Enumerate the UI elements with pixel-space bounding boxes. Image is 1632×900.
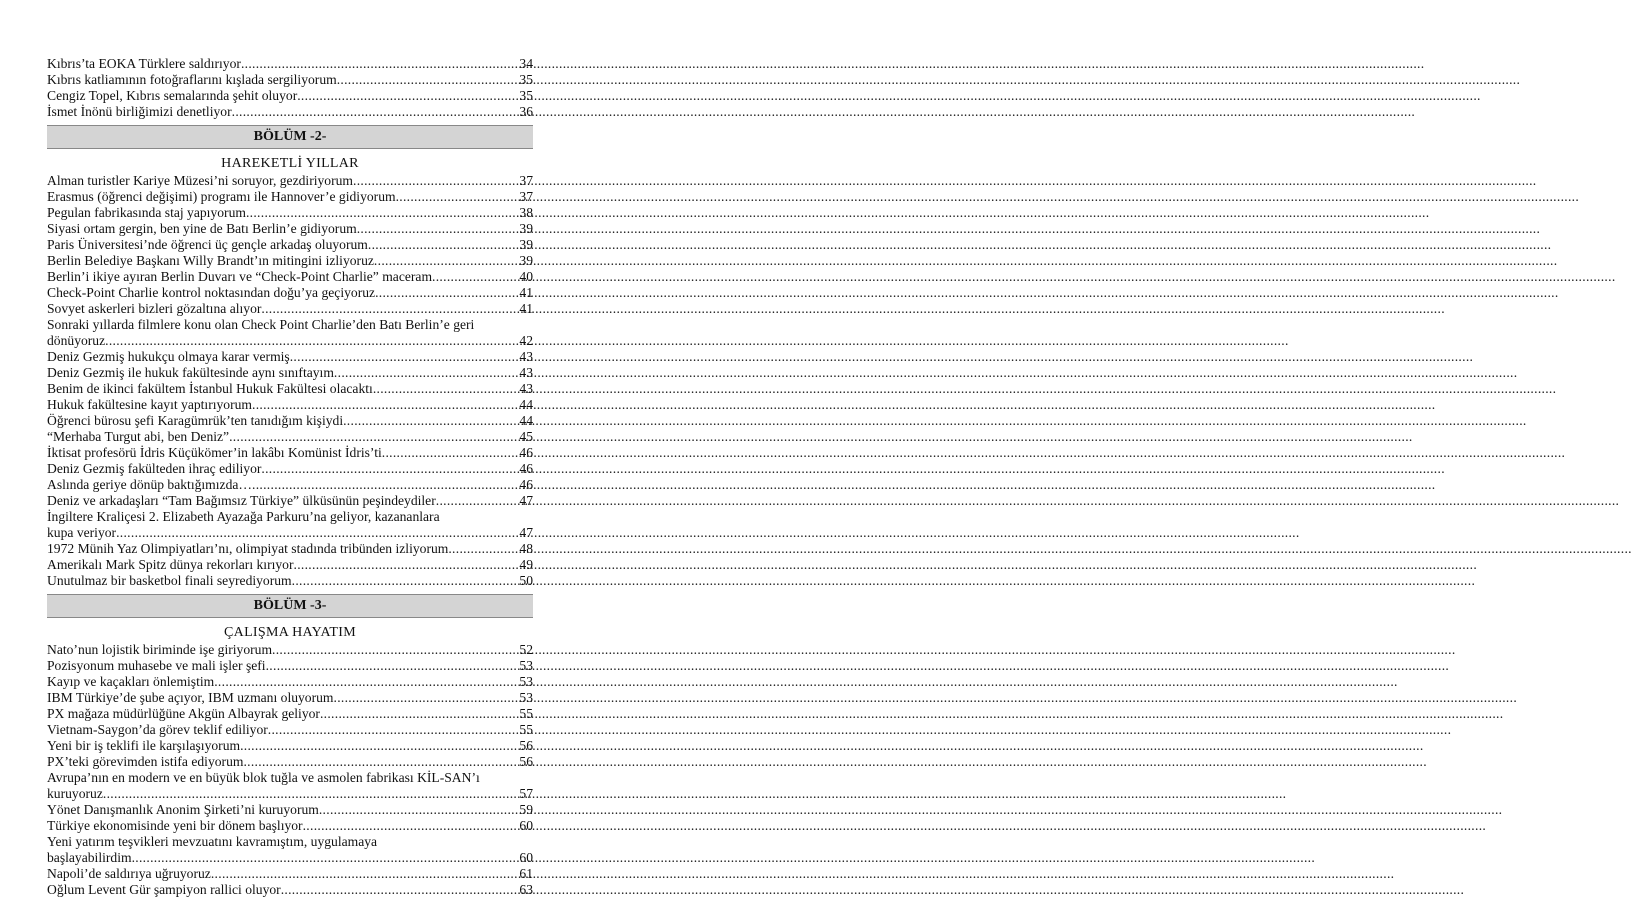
toc-page-number: 44 [519,397,533,412]
toc-entry-title: Vietnam-Saygon’da görev teklif ediliyor [47,722,268,737]
toc-page-number: 39 [519,237,533,252]
leader-dots [229,429,518,445]
toc-entry-title: Amerikalı Mark Spitz dünya rekorları kırıyor [47,557,294,572]
leader-dots [103,786,519,802]
toc-page-number: 61 [519,866,533,881]
toc-entry[interactable] [47,461,533,477]
toc-entry[interactable] [47,221,533,237]
toc-entry-title-line2: dönüyoruz [47,333,106,348]
toc-entry[interactable] [47,397,533,413]
toc-entry-title-line2: başlayabilirdim [47,850,132,865]
toc-page-number: 46 [519,445,533,460]
toc-entry-title: Unutulmaz bir basketbol finali seyrediyorum [47,573,292,588]
toc-entry-title: Deniz ve arkadaşları “Tam Bağımsız Türkiye” ülküsünün peşindeydiler [47,493,436,508]
toc-entry-title: 1972 Münih Yaz Olimpiyatları’nı, olimpiyat stadında tribünden izliyorum [47,541,449,556]
leader-dots [240,738,518,754]
toc-entry-title: Türkiye ekonomisinde yeni bir dönem başlıyor [47,818,303,833]
leader-dots [105,333,518,349]
toc-entry[interactable] [47,56,533,72]
toc-entries-chapter-3-c [47,866,533,898]
toc-entry-title: Pozisyonum muhasebe ve mali işler şefi [47,658,266,673]
toc-entry-wrapped[interactable] [47,770,533,802]
toc-page-number: 43 [519,381,533,396]
toc-entry[interactable] [47,349,533,365]
chapter-2-section-title: HAREKETLİ YILLAR [221,156,359,171]
leader-dots [297,88,518,104]
toc-entry-wrapped[interactable] [47,834,533,866]
leader-dots [396,189,519,205]
toc-entry[interactable] [47,269,533,285]
toc-page-number: 45 [519,429,533,444]
leader-dots [303,818,519,834]
toc-page-number: 53 [519,690,533,705]
leader-dots [375,285,518,301]
toc-entry-title-line2: kuruyoruz [47,786,103,801]
leader-dots [334,365,518,381]
leader-dots [266,658,519,674]
toc-page-number: 59 [519,802,533,817]
toc-entry[interactable] [47,866,533,882]
toc-entry[interactable] [47,205,533,221]
toc-page-number: 47 [519,493,533,508]
toc-page-number: 36 [519,104,533,119]
toc-page-number: 35 [519,88,533,103]
toc-entry-title-line2: kupa veriyor [47,525,117,540]
toc-entry-title: İktisat profesörü İdris Küçükömer’in lakâbı Komünist İdris’ti [47,445,382,460]
toc-page-number: 50 [519,573,533,588]
toc-entry[interactable] [47,541,533,557]
toc-entry[interactable] [47,445,533,461]
leader-dots [368,237,519,253]
toc-page-number: 48 [519,541,533,556]
toc-entries-intro [47,56,533,120]
toc-page-number: 34 [519,56,533,71]
toc-entry-title: Kayıp ve kaçakları önlemiştim [47,674,215,689]
leader-dots [252,397,518,413]
leader-dots [374,253,518,269]
toc-page-number: 57 [519,786,533,801]
toc-entry[interactable] [47,237,533,253]
toc-entry[interactable] [47,706,533,722]
toc-entry[interactable] [47,722,533,738]
toc-page-number: 56 [519,738,533,753]
leader-dots [294,557,519,573]
toc-page-number: 55 [519,706,533,721]
toc-entry[interactable] [47,365,533,381]
toc-entry-title-line1: Sonraki yıllarda filmlere konu olan Check Point Charlie’den Batı Berlin’e geri [47,317,475,332]
toc-page-number: 53 [519,674,533,689]
toc-page-number: 39 [519,253,533,268]
toc-entry[interactable] [47,104,533,120]
toc-entry[interactable] [47,882,533,898]
toc-entry[interactable] [47,173,533,189]
leader-dots [252,477,518,493]
toc-entry-title: Deniz Gezmiş fakülteden ihraç ediliyor [47,461,262,476]
toc-entry[interactable] [47,429,533,445]
leader-dots [281,882,519,898]
toc-entry[interactable] [47,802,533,818]
toc-page-number: 41 [519,301,533,316]
leader-dots [343,413,518,429]
leader-dots [292,573,519,589]
toc-entry-title: Öğrenci bürosu şefi Karagümrük’ten tanıdığım kişiydi [47,413,344,428]
toc-entry-title: İsmet İnönü birliğimizi denetliyor [47,104,232,119]
toc-entry[interactable] [47,477,533,493]
toc-entry-title: Pegulan fabrikasında staj yapıyorum [47,205,246,220]
toc-entry-title: IBM Türkiye’de şube açıyor, IBM uzmanı oluyorum [47,690,334,705]
leader-dots [373,381,519,397]
toc-page-number: 39 [519,221,533,236]
toc-page-number: 44 [519,413,533,428]
toc-page-number: 56 [519,754,533,769]
toc-page-number: 41 [519,285,533,300]
table-of-contents [47,56,533,898]
toc-entry-title: Sovyet askerleri bizleri gözaltına alıyor [47,301,262,316]
toc-entry-title: Alman turistler Kariye Müzesi’ni soruyor, gezdiriyorum [47,173,353,188]
toc-entry-title: Kıbrıs katliamının fotoğraflarını kışlada sergiliyorum [47,72,337,87]
toc-entry-title: Berlin’i ikiye ayıran Berlin Duvarı ve “Check-Point Charlie” maceram [47,269,433,284]
leader-dots [116,525,518,541]
toc-entry[interactable] [47,658,533,674]
toc-entry[interactable] [47,285,533,301]
toc-page-number: 43 [519,365,533,380]
toc-entry-title: Cengiz Topel, Kıbrıs semalarında şehit oluyor [47,88,298,103]
leader-dots [211,866,519,882]
toc-entry-title: Yeni bir iş teklifi ile karşılaşıyorum [47,738,241,753]
leader-dots [214,674,518,690]
toc-entry-title-line1: Yeni yatırım teşvikleri mevzuatını kavramıştım, uygulamaya [47,834,378,849]
toc-entry-title-line1: Avrupa’nın en modern ve en büyük blok tuğla ve asmolen fabrikası KİL-SAN’ı [47,770,480,785]
toc-entry[interactable] [47,754,533,770]
leader-dots [268,722,519,738]
toc-entry[interactable] [47,642,533,658]
toc-page-number: 37 [519,189,533,204]
toc-entry-title: Deniz Gezmiş ile hukuk fakültesinde aynı sınıftayım [47,365,334,380]
toc-entry[interactable] [47,189,533,205]
toc-entry[interactable] [47,413,533,429]
toc-page-number: 40 [519,269,533,284]
toc-entry-title: Nato’nun lojistik biriminde işe giriyorum [47,642,273,657]
toc-entry-title: Kıbrıs’ta EOKA Türklere saldırıyor [47,56,241,71]
toc-entry[interactable] [47,573,533,589]
toc-entry-title: Erasmus (öğrenci değişimi) programı ile Hannover’e gidiyorum [47,189,396,204]
toc-entry-title: Yönet Danışmanlık Anonim Şirketi’ni kuruyorum [47,802,319,817]
toc-entry[interactable] [47,72,533,88]
toc-page-number: 37 [519,173,533,188]
toc-entry[interactable] [47,818,533,834]
leader-dots [320,706,518,722]
toc-entry[interactable] [47,557,533,573]
leader-dots [319,802,519,818]
toc-page-number: 46 [519,461,533,476]
toc-entries-chapter-2-c [47,541,533,589]
toc-entry-title-line1: İngiltere Kraliçesi 2. Elizabeth Ayazağa Parkuru’na geliyor, kazananlara [47,509,440,524]
toc-entry-title: “Merhaba Turgut abi, ben Deniz” [47,429,230,444]
leader-dots [334,690,519,706]
toc-entry[interactable] [47,493,533,509]
leader-dots [357,221,519,237]
toc-page-number: 63 [519,882,533,897]
leader-dots [382,445,519,461]
toc-entry-title: Berlin Belediye Başkanı Willy Brandt’ın mitingini izliyoruz [47,253,374,268]
toc-page-number: 53 [519,658,533,673]
toc-page-number: 52 [519,642,533,657]
toc-page-number: 43 [519,349,533,364]
toc-entry[interactable] [47,738,533,754]
toc-page-number: 55 [519,722,533,737]
toc-entry-title: Deniz Gezmiş hukukçu olmaya karar vermiş [47,349,290,364]
leader-dots [290,349,519,365]
leader-dots [261,301,518,317]
toc-page-number: 60 [519,850,533,865]
toc-entry[interactable] [47,301,533,317]
toc-entry-wrapped[interactable] [47,509,533,541]
toc-entry[interactable] [47,88,533,104]
toc-page-number: 60 [519,818,533,833]
toc-entry-wrapped[interactable] [47,317,533,349]
toc-entry-title: PX mağaza müdürlüğüne Akgün Albayrak geliyor [47,706,320,721]
toc-entry[interactable] [47,674,533,690]
toc-entry-title: Aslında geriye dönüp baktığımızda… [47,477,252,492]
toc-entry-title: Oğlum Levent Gür şampiyon rallici oluyor [47,882,281,897]
toc-entry-title: Napoli’de saldırıya uğruyoruz [47,866,211,881]
toc-entries-chapter-3-b [47,802,533,834]
toc-page-number: 35 [519,72,533,87]
chapter-2-heading: BÖLÜM -2- [47,125,533,149]
toc-entry-title: Paris Üniversitesi’nde öğrenci üç gençle arkadaş oluyorum [47,237,368,252]
leader-dots [132,850,519,866]
toc-entry-title: Siyasi ortam gergin, ben yine de Batı Berlin’e gidiyorum [47,221,357,236]
leader-dots [353,173,518,189]
toc-entry-title: PX’teki görevimden istifa ediyorum [47,754,244,769]
leader-dots [246,205,518,221]
toc-entries-chapter-3-a [47,642,533,770]
leader-dots [241,56,518,72]
leader-dots [232,104,519,120]
leader-dots [261,461,518,477]
toc-page-number: 46 [519,477,533,492]
toc-page-number: 42 [519,333,533,348]
toc-entry[interactable] [47,253,533,269]
toc-entry-title: Benim de ikinci fakültem İstanbul Hukuk Fakültesi olacaktı [47,381,373,396]
leader-dots [272,642,518,658]
leader-dots [337,72,519,88]
toc-page-number: 47 [519,525,533,540]
chapter-3-section-title: ÇALIŞMA HAYATIM [224,625,356,640]
toc-entry-title: Check-Point Charlie kontrol noktasından doğu’ya geçiyoruz [47,285,376,300]
chapter-3-heading: BÖLÜM -3- [47,594,533,618]
leader-dots [432,269,518,285]
leader-dots [436,493,519,509]
leader-dots [448,541,518,557]
leader-dots [243,754,518,770]
toc-entries-chapter-2-b [47,349,533,509]
toc-entry[interactable] [47,381,533,397]
toc-entries-chapter-2-a [47,173,533,317]
toc-page-number: 38 [519,205,533,220]
toc-page-number: 49 [519,557,533,572]
toc-entry[interactable] [47,690,533,706]
toc-entry-title: Hukuk fakültesine kayıt yaptırıyorum [47,397,252,412]
